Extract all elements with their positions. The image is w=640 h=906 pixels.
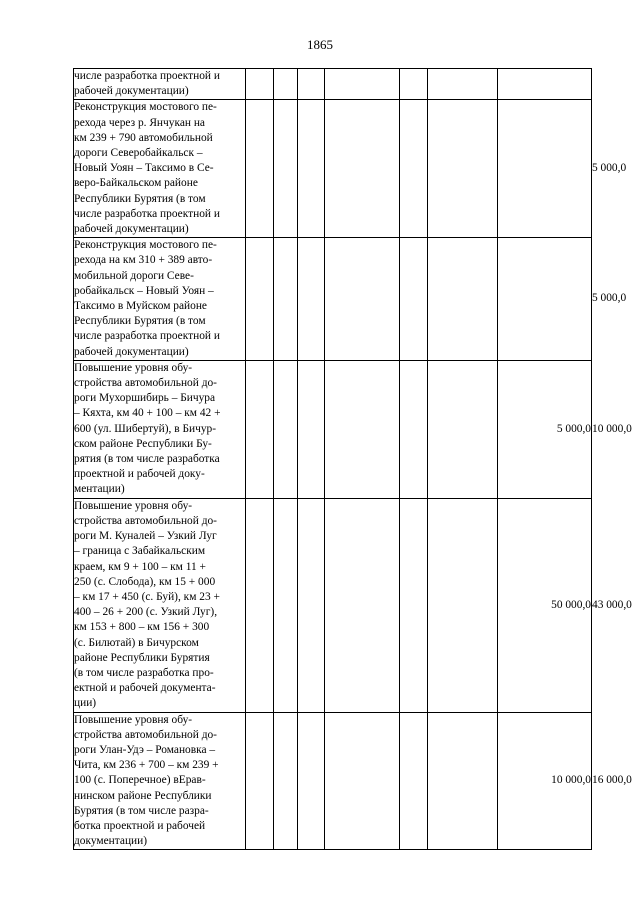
amount-cell [298,100,325,238]
amount-cell [428,360,498,498]
amount-cell [246,69,274,100]
amount-cell [400,100,428,238]
description-line: 400 – 26 + 200 (с. Узкий Луг), [74,606,218,619]
table-row: Повышение уровня обу- стройства автомобильной до- роги Улан-Удэ – Романовка – Чита, км 236 + 700 – км 239 + 100 (с. Поперечное) вЕрав- нинском районе Республики Бурятия (в том числе разра- ботка проектной и рабочей документации) 10 000,0 16 000,0 [74,712,592,850]
description-line: мобильной дороги Севе- [74,269,194,282]
amount-cell [428,498,498,712]
description-line: (с. Билютай) в Бичурском [74,636,199,649]
table-row: Реконструкция мостового пе- рехода через р. Янчукан на км 239 + 790 автомобильной дороги Северобайкальск – Новый Уоян – Таксимо в Се- веро-Байкальском районе Республики Бурятия (в том числе разработка проектной и рабочей документации) 5 000,0 [74,100,592,238]
description-line: Таксимо в Муйском районе [74,300,207,313]
amount-cell: 5 000,0 [498,360,592,498]
description-line: 600 (ул. Шибертуй), в Бичур- [74,422,217,435]
amount-cell [400,360,428,498]
description-line: – км 17 + 450 (с. Буй), км 23 + [74,590,220,603]
description-line: рабочей документации) [74,85,189,98]
description-line: км 239 + 790 автомобильной [74,131,213,144]
budget-table [73,68,632,850]
description-line: Новый Уоян – Таксимо в Се- [74,162,214,175]
description-line: Республики Бурятия (в том [74,192,206,205]
description-line: 100 (с. Поперечное) вЕрав- [74,774,206,787]
amount-cell [428,238,498,361]
amount-cell [246,100,274,238]
description-line: ском районе Республики Бу- [74,437,212,450]
description-line: дороги Северобайкальск – [74,147,203,160]
description-line: рабочей документации) [74,345,189,358]
description-line: Чита, км 236 + 700 – км 239 + [74,759,219,772]
description-line: проектной и рабочей доку- [74,468,205,481]
amount-cell [246,360,274,498]
project-description-cell [74,69,246,100]
description-line: км 153 + 800 – км 156 + 300 [74,621,210,634]
description-line: роги М. Куналей – Узкий Луг [74,530,217,543]
description-line: числе разработка проектной и [74,330,220,343]
description-line: стройства автомобильной до- [74,514,217,527]
page-number: 1865 [307,37,333,52]
description-line: Реконструкция мостового пе- [74,239,217,252]
description-line: роги Мухоршибирь – Бичура [74,392,216,405]
amount-cell: 10 000,0 [498,712,592,850]
amount-cell [274,712,298,850]
amount-cell [325,238,400,361]
amount-cell [298,238,325,361]
description-line: районе Республики Бурятия [74,651,210,664]
description-line: краем, км 9 + 100 – км 11 + [74,560,206,573]
description-line: документации) [74,835,148,848]
description-line: рабочей документации) [74,223,189,236]
description-line: роги Улан-Удэ – Романовка – [74,743,216,756]
amount-cell [246,498,274,712]
amount-cell [246,712,274,850]
amount-cell [274,498,298,712]
amount-cell [298,712,325,850]
amount-cell [400,712,428,850]
amount-cell [325,360,400,498]
description-line: нинском районе Республики [74,789,212,802]
amount-cell [325,69,400,100]
amount-cell [428,100,498,238]
description-line: Бурятия (в том числе разра- [74,804,209,817]
description-line: рехода на км 310 + 389 авто- [74,254,213,267]
description-line: рятия (в том числе разработка [74,453,220,466]
amount-cell [498,238,592,361]
description-line: ции) [74,697,97,710]
description-line: – граница с Забайкальским [74,545,206,558]
project-description-cell [74,238,246,361]
amount-cell [274,100,298,238]
description-line: стройства автомобильной до- [74,377,217,390]
amount-cell [325,498,400,712]
description-line: рехода через р. Янчукан на [74,116,205,129]
description-line: числе разработка проектной и [74,70,220,82]
amount-cell [400,238,428,361]
amount-cell [325,100,400,238]
description-line: ектной и рабочей документа- [74,682,216,695]
amount-cell [246,238,274,361]
amount-cell [274,238,298,361]
project-description-cell [74,712,246,850]
amount-cell [400,69,428,100]
description-line: числе разработка проектной и [74,207,220,220]
amount-cell [325,712,400,850]
table-row: Повышение уровня обу- стройства автомобильной до- роги Мухоршибирь – Бичура – Кяхта, км 40 + 100 – км 42 + 600 (ул. Шибертуй), в Бичур- ском районе Республики Бу- рятия (в том числе разработка проектной и рабочей доку- ментации) 5 000,0 10 000,0 [74,360,592,498]
amount-cell [498,100,592,238]
amount-cell [298,360,325,498]
project-description-cell [74,498,246,712]
description-line: Повышение уровня обу- [74,713,193,726]
amount-cell: 50 000,0 [498,498,592,712]
amount-cell [428,712,498,850]
amount-cell [298,69,325,100]
amount-cell [400,498,428,712]
project-description-cell [74,360,246,498]
description-line: робайкальск – Новый Уоян – [74,284,214,297]
amount-cell [428,69,498,100]
amount-cell [498,69,592,100]
amount-cell [274,69,298,100]
table-body [74,69,632,850]
description-line: Реконструкция мостового пе- [74,101,217,114]
description-line: Повышение уровня обу- [74,361,193,374]
description-line: – Кяхта, км 40 + 100 – км 42 + [74,407,221,420]
description-line: стройства автомобильной до- [74,728,217,741]
table-row [74,69,592,100]
description-line: ментации) [74,483,125,496]
description-line: ботка проектной и рабочей [74,819,206,832]
amount-cell [298,498,325,712]
amount-cell [274,360,298,498]
description-line: Республики Бурятия (в том [74,315,206,328]
description-line: Повышение уровня обу- [74,499,193,512]
description-line: (в том числе разработка про- [74,666,214,679]
description-line: веро-Байкальском районе [74,177,198,190]
table-row: Повышение уровня обу- стройства автомобильной до- роги М. Куналей – Узкий Луг – граница с Забайкальским краем, км 9 + 100 – км 11 + 250 (с. Слобода), км 15 + 000 – км 17 + 450 (с. Буй), км 23 + 400 – 26 + 200 (с. Узкий Луг), км 153 + 800 – км 156 + 300 (с. Билютай) в Бичурском районе Республики Бурятия (в том числе разработка про- ектной и рабочей документа- ции) 50 000,0 43 000,0 [74,498,592,712]
table-row: Реконструкция мостового пе- рехода на км 310 + 389 авто- мобильной дороги Севе- робайкальск – Новый Уоян – Таксимо в Муйском районе Республики Бурятия (в том числе разработка проектной и рабочей документации) 5 000,0 [74,238,592,361]
description-line: 250 (с. Слобода), км 15 + 000 [74,575,216,588]
project-description-cell [74,100,246,238]
